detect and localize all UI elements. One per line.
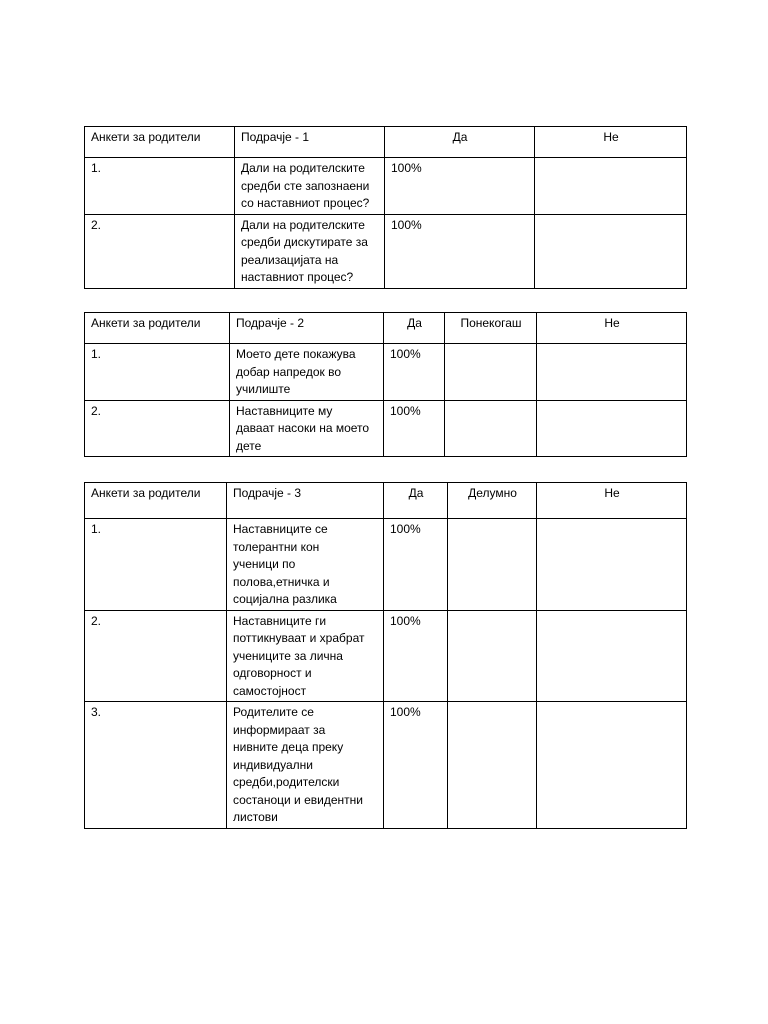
row-yes-value: 100%: [384, 610, 448, 702]
header-area: Подрачје - 2: [230, 313, 384, 344]
row-number: 1.: [85, 344, 230, 401]
table-row: [85, 702, 687, 829]
survey-table-area-1: [84, 126, 687, 289]
header-surveys: Анкети за родители: [85, 483, 227, 519]
row-question: Родителите се информираат за нивните деца преку индивидуални средби,родителски состаноци и евидентни листови: [227, 702, 384, 829]
table-row: [85, 610, 687, 702]
row-partially-value: [448, 610, 537, 702]
row-question: Моето дете покажува добар напредок во училиште: [230, 344, 384, 401]
table-row: [85, 214, 687, 288]
row-yes-value: 100%: [384, 344, 445, 401]
row-no-value: [537, 519, 687, 611]
row-number: 2.: [85, 400, 230, 457]
row-sometimes-value: [445, 344, 537, 401]
row-number: 2.: [85, 214, 235, 288]
row-question: Наставниците се толерантни кон ученици по полова,етничка и социјална разлика: [227, 519, 384, 611]
row-number: 1.: [85, 519, 227, 611]
row-question: Наставниците ги поттикнуваат и храбрат учениците за лична одговорност и самостојност: [227, 610, 384, 702]
table-row: [85, 519, 687, 611]
header-no: Не: [537, 313, 687, 344]
table-row: [85, 344, 687, 401]
header-surveys: Анкети за родители: [85, 127, 235, 158]
header-yes: Да: [385, 127, 535, 158]
row-no-value: [537, 344, 687, 401]
row-question: Дали на родителските средби сте запознаени со наставниот процес?: [235, 158, 385, 215]
row-no-value: [535, 158, 687, 215]
row-partially-value: [448, 702, 537, 829]
row-no-value: [535, 214, 687, 288]
row-yes-value: 100%: [384, 702, 448, 829]
row-no-value: [537, 610, 687, 702]
header-yes: Да: [384, 483, 448, 519]
header-sometimes: Понекогаш: [445, 313, 537, 344]
table-header-row: [85, 483, 687, 519]
row-partially-value: [448, 519, 537, 611]
row-no-value: [537, 702, 687, 829]
header-yes: Да: [384, 313, 445, 344]
row-yes-value: 100%: [384, 400, 445, 457]
header-area: Подрачје - 1: [235, 127, 385, 158]
row-question: Наставниците му даваат насоки на моето дете: [230, 400, 384, 457]
survey-table-area-3: [84, 482, 687, 829]
row-sometimes-value: [445, 400, 537, 457]
row-no-value: [537, 400, 687, 457]
row-number: 1.: [85, 158, 235, 215]
table-header-row: [85, 127, 687, 158]
table-header-row: [85, 313, 687, 344]
row-yes-value: 100%: [384, 519, 448, 611]
header-no: Не: [535, 127, 687, 158]
survey-table-area-2: [84, 312, 687, 457]
header-partially: Делумно: [448, 483, 537, 519]
header-surveys: Анкети за родители: [85, 313, 230, 344]
table-row: [85, 158, 687, 215]
row-question: Дали на родителските средби дискутирате за реализацијата на наставниот процес?: [235, 214, 385, 288]
table-row: [85, 400, 687, 457]
row-yes-value: 100%: [385, 214, 535, 288]
header-no: Не: [537, 483, 687, 519]
header-area: Подрачје - 3: [227, 483, 384, 519]
row-number: 3.: [85, 702, 227, 829]
row-yes-value: 100%: [385, 158, 535, 215]
row-number: 2.: [85, 610, 227, 702]
